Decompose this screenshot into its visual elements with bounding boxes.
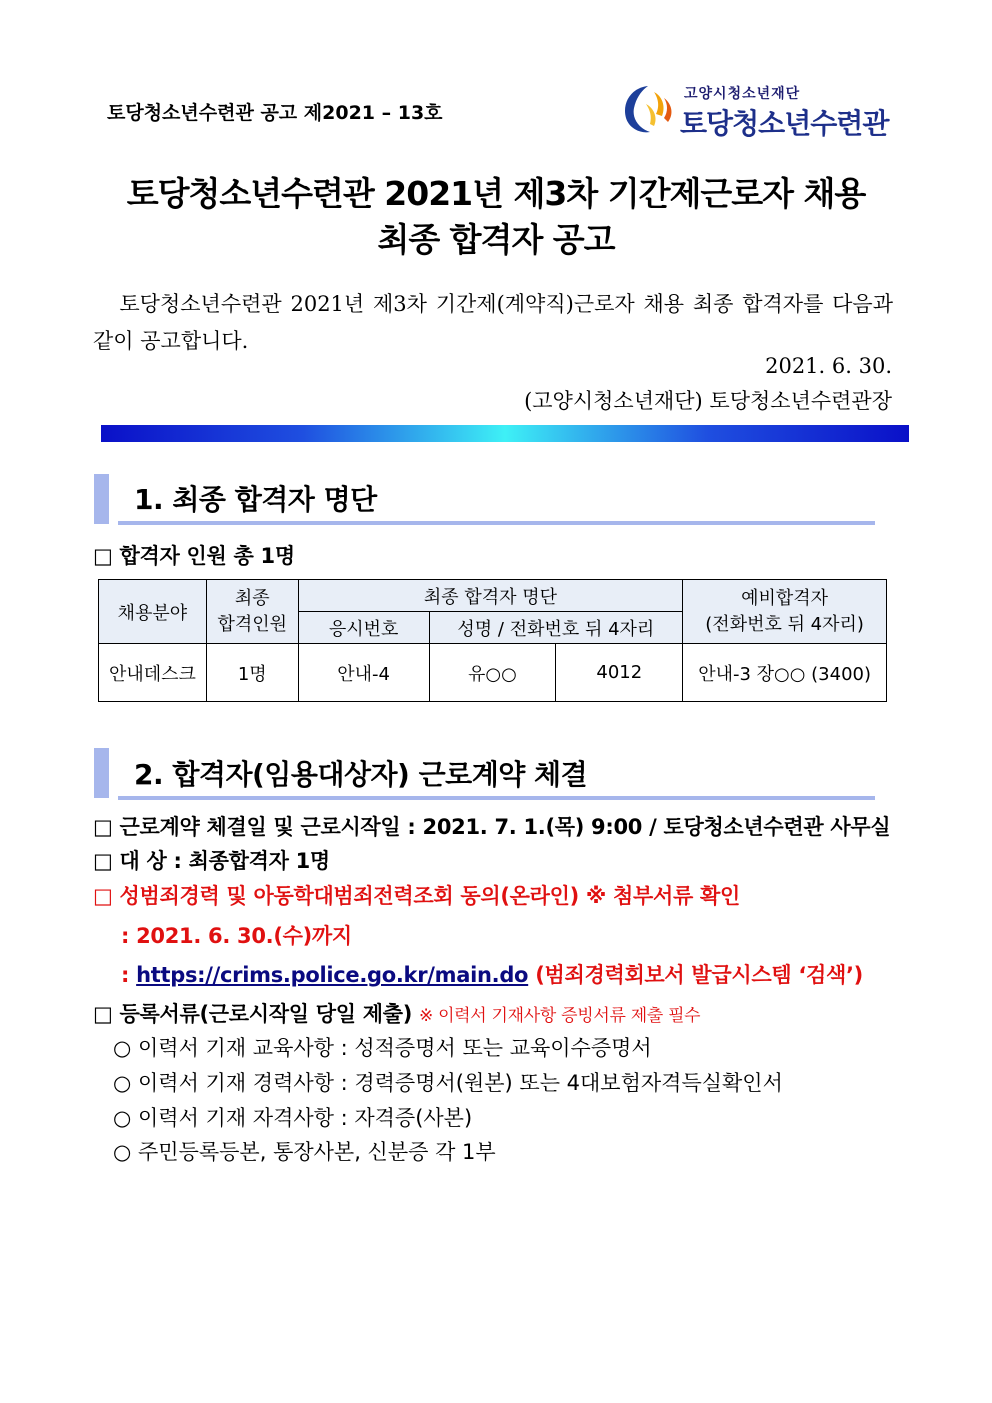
list-item: ○ 이력서 기재 교육사항 : 성적증명서 또는 교육이수증명서 bbox=[113, 1036, 652, 1060]
section1-underline bbox=[118, 521, 875, 525]
logo-org-text: 고양시청소년재단 bbox=[684, 86, 801, 102]
link-description: (범죄경력회보서 발급시스템 ‘검색’) bbox=[535, 963, 863, 987]
section2-title: 2. 합격자(임용대상자) 근로계약 체결 bbox=[134, 758, 588, 791]
header-name-phone: 성명 / 전화번호 뒤 4자리 bbox=[429, 612, 683, 644]
header-count-line2: 합격인원 bbox=[217, 613, 288, 635]
logo-name-text: 토당청소년수련관 bbox=[680, 107, 889, 140]
cell-field: 안내데스크 bbox=[99, 644, 207, 702]
header-reserve-line1: 예비합격자 bbox=[741, 587, 829, 609]
header-group: 최종 합격자 명단 bbox=[298, 580, 683, 612]
header-field: 채용분야 bbox=[99, 580, 207, 644]
list-item: ○ 이력서 기재 자격사항 : 자격증(사본) bbox=[113, 1106, 473, 1130]
signer: (고양시청소년재단) 토당청소년수련관장 bbox=[524, 389, 892, 413]
list-item: ○ 이력서 기재 경력사항 : 경력증명서(원본) 또는 4대보험자격득실확인서 bbox=[113, 1071, 783, 1095]
announcement-date: 2021. 6. 30. bbox=[765, 354, 892, 378]
background-check-item: □ 성범죄경력 및 아동학대범죄전력조회 동의(온라인) ※ 첨부서류 확인 bbox=[93, 884, 740, 908]
cell-exam-no: 안내-4 bbox=[298, 644, 429, 702]
page-title-line2: 최종 합격자 공고 bbox=[377, 220, 615, 259]
background-check-link-line bbox=[121, 959, 863, 989]
contract-date-item: □ 근로계약 체결일 및 근로시작일 : 2021. 7. 1.(목) 9:00 / 토당청소년수련관 사무실 bbox=[93, 815, 891, 839]
section1-title: 1. 최종 합격자 명단 bbox=[134, 483, 377, 516]
gradient-divider bbox=[101, 425, 909, 442]
notice-number: 토당청소년수련관 공고 제2021 – 13호 bbox=[107, 102, 443, 124]
header-reserve-line2: (전화번호 뒤 4자리) bbox=[705, 613, 864, 635]
cell-name: 유○○ bbox=[429, 644, 556, 702]
header-reserve bbox=[683, 580, 887, 644]
cell-count: 1명 bbox=[206, 644, 298, 702]
section2-underline bbox=[118, 796, 875, 800]
section2-marker bbox=[94, 748, 109, 798]
result-table bbox=[98, 579, 887, 702]
passer-count: □ 합격자 인원 총 1명 bbox=[93, 544, 295, 568]
cell-reserve: 안내-3 장○○ (3400) bbox=[683, 644, 887, 702]
table-row bbox=[99, 644, 887, 702]
intro-text: 토당청소년수련관 2021년 제3차 기간제(계약직)근로자 채용 최종 합격자를 다음과 같이 공고합니다. bbox=[93, 292, 894, 353]
logo-emblem-icon bbox=[620, 82, 678, 138]
list-item: ○ 주민등록등본, 통장사본, 신분증 각 1부 bbox=[113, 1140, 496, 1164]
intro-paragraph bbox=[93, 286, 893, 360]
header-count-line1: 최종 bbox=[234, 587, 270, 609]
header-count bbox=[206, 580, 298, 644]
link-colon: : bbox=[121, 963, 130, 987]
documents-label: □ 등록서류(근로시작일 당일 제출) bbox=[93, 1002, 412, 1026]
cell-phone: 4012 bbox=[556, 644, 683, 702]
documents-item bbox=[93, 998, 700, 1028]
documents-note: ※ 이력서 기재사항 증빙서류 제출 필수 bbox=[419, 1006, 701, 1026]
background-check-deadline: : 2021. 6. 30.(수)까지 bbox=[121, 924, 352, 948]
target-item: □ 대 상 : 최종합격자 1명 bbox=[93, 849, 330, 873]
header-exam-no: 응시번호 bbox=[298, 612, 429, 644]
crims-link[interactable]: https://crims.police.go.kr/main.do bbox=[136, 963, 529, 987]
page-title-line1: 토당청소년수련관 2021년 제3차 기간제근로자 채용 bbox=[126, 174, 866, 213]
section1-marker bbox=[94, 474, 109, 524]
